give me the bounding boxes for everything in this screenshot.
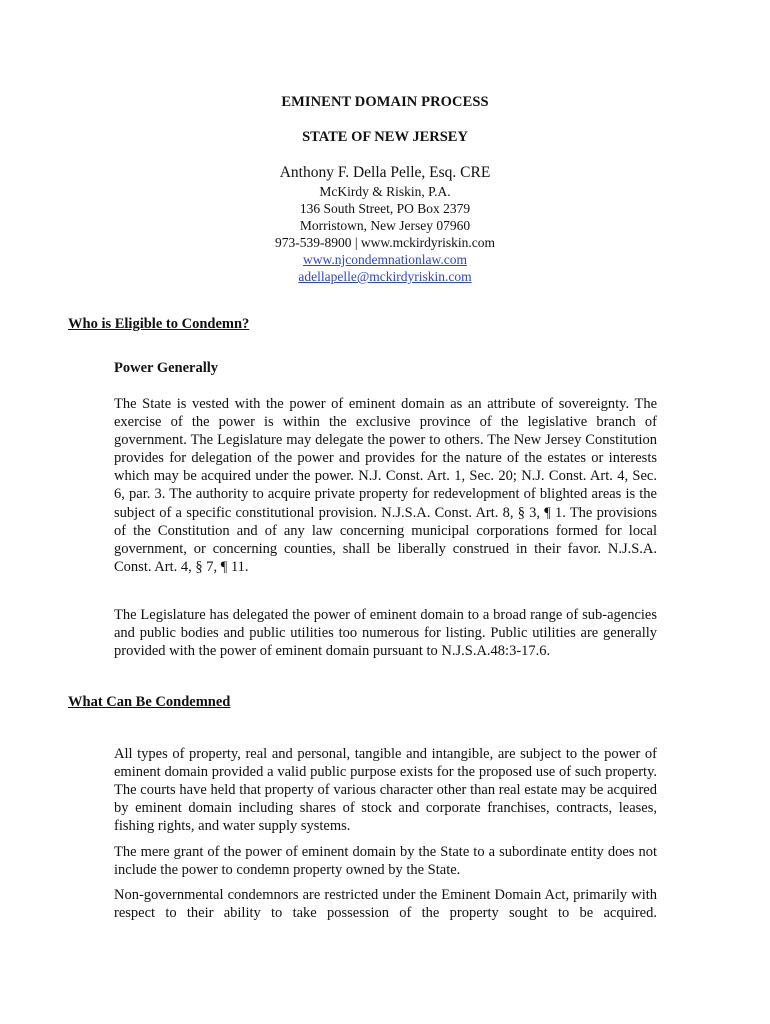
- subheading-power-generally: Power Generally: [114, 360, 219, 376]
- document-subtitle: STATE OF NEW JERSEY: [302, 129, 468, 145]
- address-line-2: Morristown, New Jersey 07960: [299, 218, 471, 233]
- contact-block: [0, 183, 770, 285]
- paragraph-state-property: The mere grant of the power of eminent domain by the State to a subordinate entity does not include the power to condemn property owned by the State.: [114, 844, 657, 879]
- address-line-1: 136 South Street, PO Box 2379: [299, 201, 471, 216]
- document-title: EMINENT DOMAIN PROCESS: [281, 94, 489, 110]
- paragraph-legislature-delegation: The Legislature has delegated the power of eminent domain to a broad range of sub-agencies and public bodies and public utilities too numerous for listing. Public utilities are generally provided with the power of eminent domain pursuant to N.J.S.A.48:3-17.6.: [114, 607, 657, 660]
- paragraph-types-of-property: All types of property, real and personal, tangible and intangible, are subject to the power of eminent domain provided a valid public purpose exists for the proposed use of such property. The courts have held that property of various character other than real estate may be acquired by eminent domain including shares of stock and corporate franchises, contracts, leases, fishing rights, and water supply systems.: [114, 746, 657, 835]
- email-link[interactable]: adellapelle@mckirdyriskin.com: [298, 269, 472, 284]
- paragraph-power-generally: The State is vested with the power of eminent domain as an attribute of sovereignty. The exercise of the power is within the exclusive province of the legislative branch of government. The Legislature may delegate the power to others. The New Jersey Constitution provides for delegation of the power and provides for the nature of the estates or interests which may be acquired under the power. N.J. Const. Art. 1, Sec. 20; N.J. Const. Art. 4, Sec. 6, par. 3. The authority to acquire private property for redevelopment of blighted areas is the subject of a specific constitutional provision. N.J.S.A. Const. Art. 8, § 3, ¶ 1. The provisions of the Constitution and of any law concerning municipal corporations formed for local government, or concerning counties, shall be liberally construed in their favor. N.J.S.A. Const. Art. 4, § 7, ¶ 11.: [114, 396, 657, 575]
- section-heading-eligible: Who is Eligible to Condemn?: [68, 316, 250, 332]
- website-link[interactable]: www.njcondemnationlaw.com: [303, 252, 467, 267]
- phone-and-website: 973-539-8900 | www.mckirdyriskin.com: [274, 235, 496, 250]
- section-heading-what-can-be-condemned: What Can Be Condemned: [68, 694, 231, 710]
- author-name: Anthony F. Della Pelle, Esq. CRE: [279, 164, 491, 181]
- paragraph-non-governmental-condemnors: Non-governmental condemnors are restricted under the Eminent Domain Act, primarily with respect to their ability to take possession of the property sought to be acquired.: [114, 887, 657, 922]
- firm-name: McKirdy & Riskin, P.A.: [319, 184, 451, 199]
